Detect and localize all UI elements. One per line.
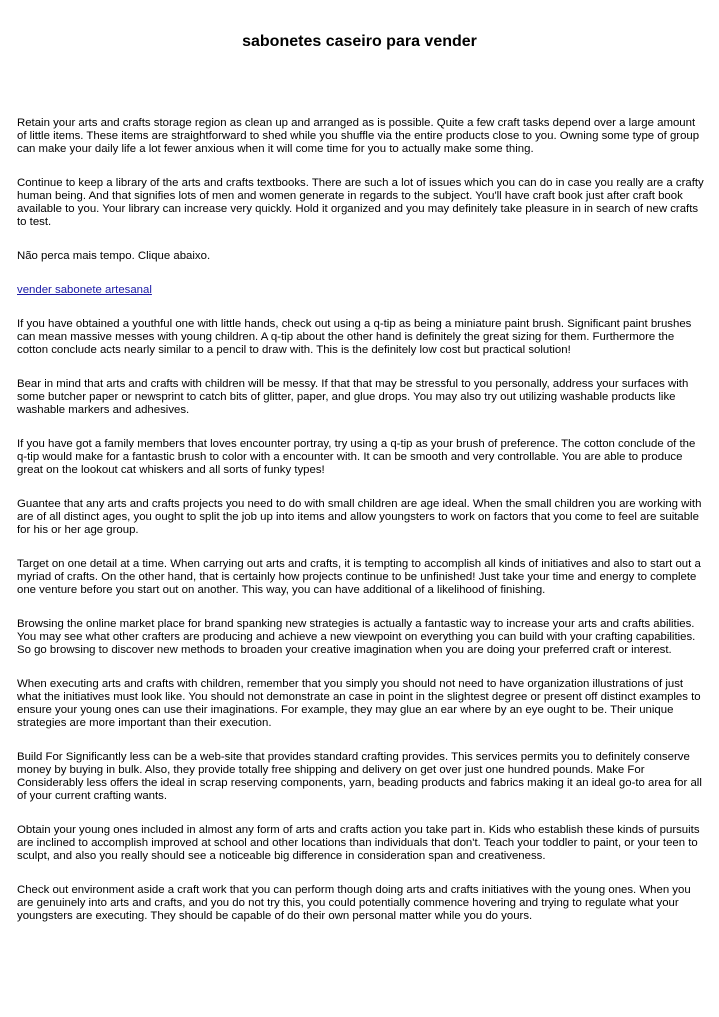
document-body <box>17 117 707 944</box>
paragraph: If you have obtained a youthful one with little hands, check out using a q-tip as being a miniature paint brush. Significant paint brushes can mean massive messes with young children. A q-tip about the other hand is definitely the great sizing for them. Furthermore the cotton conclude acts nearly similar to a pencil to draw with. This is the definitely low cost but practical solution! <box>17 318 692 356</box>
vender-sabonete-link[interactable]: vender sabonete artesanal <box>17 284 152 296</box>
paragraph: Guantee that any arts and crafts projects you need to do with small children are age ideal. When the small children you are working with are of all distinct ages, you ought to split the job up into items and allow youngsters to work on factors that you come to feel are suitable for his or her age group. <box>17 498 702 536</box>
page-title: sabonetes caseiro para vender <box>242 33 477 50</box>
paragraph: Retain your arts and crafts storage region as clean up and arranged as is possible. Quite a few craft tasks depend over a large amount of little items. These items are straightforward to shed while you shuffle via the entire products close to you. Owning some type of group can make your daily life a lot fewer anxious when it will come time for you to actually make some thing. <box>17 117 700 155</box>
paragraph: When executing arts and crafts with children, remember that you simply you should not need to have organization illustrations of just what the initiatives must look like. You should not demonstrate an case in point in the slightest degree or present off distinct examples to ensure your young ones can use their imaginations. For example, they may glue an ear where by an eye ought to be. Their unique strategies are more important than their execution. <box>17 678 701 729</box>
paragraph: Check out environment aside a craft work that you can perform though doing arts and crafts initiatives with the young ones. When you are genuinely into arts and crafts, and you do not try this, you could potentially commence hovering and trying to regulate what your youngsters are executing. They should be capable of do their own personal matter while you do yours. <box>17 884 691 922</box>
paragraph: Target on one detail at a time. When carrying out arts and crafts, it is tempting to accomplish all kinds of initiatives and also to start out a myriad of crafts. On the other hand, that is certainly how projects continue to be unfinished! Just take your time and energy to complete one venture before you start out on another. This way, you can have additional of a likelihood of finishing. <box>17 558 701 596</box>
paragraph: Obtain your young ones included in almost any form of arts and crafts action you take part in. Kids who establish these kinds of pursuits are inclined to accomplish improved at school and other locations than individuals that don't. Teach your toddler to paint, or your teen to sculpt, and also you really should see a noticeable big difference in consideration span and creativeness. <box>17 824 700 862</box>
paragraph: If you have got a family members that loves encounter portray, try using a q-tip as your brush of preference. The cotton conclude of the q-tip would make for a fantastic brush to color with a encounter with. It can be smooth and very controllable. You are able to produce great on the lookout cat whiskers and all sorts of funky types! <box>17 438 696 476</box>
paragraph: Browsing the online market place for brand spanking new strategies is actually a fantastic way to increase your arts and crafts abilities. You may see what other crafters are producing and achieve a new viewpoint on everything you can build with your crafting capabilities. So go browsing to discover new methods to broaden your creative imagination when you are doing your preferred craft or interest. <box>17 618 696 656</box>
paragraph: Continue to keep a library of the arts and crafts textbooks. There are such a lot of issues which you can do in case you really are a crafty human being. And that signifies lots of men and women generate in regards to the subject. You'll have craft book just after craft book available to you. Your library can increase very quickly. Hold it organized and you may definitely take pleasure in in search of new crafts to test. <box>17 177 704 228</box>
paragraph: Bear in mind that arts and crafts with children will be messy. If that that may be stressful to you personally, address your surfaces with some butcher paper or newsprint to catch bits of glitter, paper, and glue drops. You may also try out utilizing washable products like washable markers and adhesives. <box>17 378 689 416</box>
paragraph: Build For Significantly less can be a web-site that provides standard crafting provides. This services permits you to definitely conserve money by buying in bulk. Also, they provide totally free shipping and delivery on get over just one hundred pounds. Make For Considerably less offers the ideal in scrap reserving components, yarn, beading products and fabrics making it an ideal go-to area for all of your current crafting wants. <box>17 751 702 802</box>
paragraph: Não perca mais tempo. Clique abaixo. <box>17 250 211 262</box>
